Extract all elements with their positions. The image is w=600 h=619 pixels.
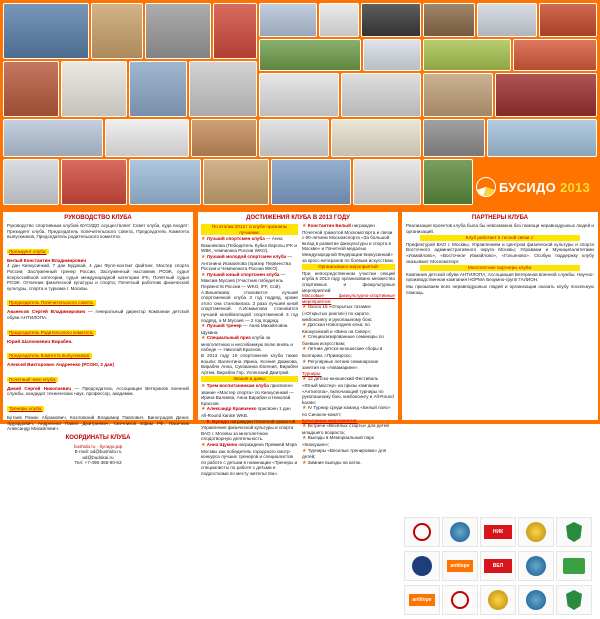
board-name: Аванесов Сергей Владимирович [7, 309, 86, 315]
board-desc: — генеральный директор Компании детской обуви АНТИЛОПА. [7, 309, 189, 320]
cult-1: ★ Встречи «Весёлых старты» для детей младшего возраста; [301, 423, 389, 435]
partner-logo-antilope-2[interactable] [404, 585, 440, 615]
partner-logo-vao[interactable] [404, 517, 440, 547]
star-icon: ★ [201, 406, 206, 413]
achievements-left [201, 223, 298, 477]
achievements-right [302, 223, 395, 477]
photo-30 [3, 159, 59, 205]
photo-24 [105, 119, 189, 157]
veteran-role: Почетный член клуба: [9, 376, 57, 382]
photo-8 [423, 3, 475, 37]
gov-sub: Клуб работает в тесной связи с: [420, 235, 580, 241]
partner-logo-11[interactable] [518, 585, 554, 615]
photo-15 [3, 61, 59, 117]
contacts-title: КООРДИНАТЫ КЛУБА [65, 434, 131, 441]
round-emblem-icon [451, 591, 469, 609]
events-sub: Массовые физкультурно-спортивные мероприятия: [301, 293, 395, 304]
leadership-title: РУКОВОДСТВО КЛУБА [64, 215, 132, 221]
contacts-email[interactable]: E-mail: ad@bushido.ru [74, 449, 122, 455]
cult-3: ★ Турниры «Веселые тренировки» для детей; [301, 447, 387, 460]
photo-35 [353, 159, 421, 205]
photo-29 [487, 119, 597, 157]
star-icon: ★ [301, 435, 307, 442]
events-intro: При непосредственном участии секций клуба в 2013 году организовано множество спортивных и физкультурных мероприятий: [301, 270, 395, 293]
achievements-title: ДОСТИЖЕНИЯ КЛУБА В 2013 ГОДУ [246, 215, 350, 221]
star-icon: ★ [201, 236, 206, 243]
star-icon: ★ [301, 334, 307, 341]
photo-11 [259, 39, 361, 71]
photo-6 [319, 3, 359, 37]
photo-1 [3, 3, 89, 59]
titles-header: Звания и даны: [201, 376, 298, 382]
partners-intro: Реализация проектов клуба была бы невозможна без помощи неравнодушных людей и организаций. [406, 223, 594, 234]
event-4: ★ Летние детско-юношеские сборы в Болгарии, г.Приморско; [301, 346, 383, 359]
photo-16 [61, 61, 127, 117]
star-icon: ★ [201, 323, 206, 330]
star-icon: ★ [301, 459, 307, 466]
star-icon: ★ [301, 358, 307, 365]
award-text: А.Вишнякова становится лучшей спортсменкой клуба 3 год подряд, кроме этого она становилась 3 раза лучшей юной спортсменкой. А.Исмаилова становится лучшей юной/молодой спортсменкой 3 год подряд, а М.Мусаев — 2 год подряд. [201, 289, 298, 323]
photo-32 [129, 159, 201, 205]
tours-sub: Турниры: [301, 370, 322, 376]
contacts-phone: Тел: +7-495-368-90-63 [74, 460, 122, 466]
star-icon: ★ [201, 383, 206, 390]
events-header: Организовано мероприятий: [302, 264, 395, 270]
bushido-logo [476, 175, 594, 199]
antilope-small-icon: antilope [409, 594, 435, 606]
thanks-text: Мы призываем всех неравнодушных людей и организации оказать клубу посильную помощь. [406, 283, 594, 295]
photo-5 [259, 3, 317, 37]
contacts-block [7, 444, 189, 466]
title-2: ★ Александр Кравченко присвоен 1 дан All-Round karate WKB. [201, 406, 291, 418]
photo-23 [3, 119, 103, 157]
antilope-logo-icon: antilope [447, 560, 473, 572]
photo-26 [259, 119, 329, 157]
partner-logo-12[interactable] [556, 585, 592, 615]
photo-12 [363, 39, 421, 71]
trainers-list: Бутаев Роман Абрамович, Козловский Владимир Павлович, Виноградов Денис Эдуардович, Андреенко Павел Дмитриевич, Свечников Ефим РФ, Пасичник Александр Михайлович. [7, 414, 189, 432]
shield-emblem-icon [566, 590, 582, 610]
title-3: ★ К. Бусидо награжден Почетной грамотой Управления физической культуры и спорта ВАО г. Москвы за многолетнюю плодотворную деятельность. [201, 418, 296, 442]
tour-1: ★ 12 детско-юношеский Фестиваль «Юный мастер» на призы компании «Антилопа», включающий турниры по рукопашному бою, кикбоксингу и All-Round karate; [301, 376, 394, 405]
cults-sub: Культурные мероприятия: [301, 417, 358, 423]
veteran-desc: — Председатель Ассоциации Ветеранов военной службы, кандидат технических наук, профессор, академик. [7, 385, 189, 397]
biz-sub: Многолетние партнеры клуба: [420, 265, 580, 271]
bushido-logo-text: БУСИДО 2013 [499, 179, 591, 195]
star-icon: ★ [301, 346, 307, 353]
star-icon: ★ [201, 418, 206, 425]
photo-33 [203, 159, 269, 205]
biz-list: Компания детской обуви АНТИЛОПА; Ассоциация Ветеранов военной службы; Научно-производственная компания НОРМА Безумно-групп ГАЛИОН. [406, 271, 594, 283]
partner-logos [404, 517, 594, 619]
photo-2 [91, 3, 143, 59]
parents-role: Председатель Родительского комитета: [9, 329, 94, 335]
partner-logo-nik[interactable] [480, 517, 516, 547]
partner-logo-9[interactable] [442, 585, 478, 615]
partner-logo-tk[interactable] [442, 517, 478, 547]
contacts-site[interactable]: bushido.ru · бусидо.рф [73, 443, 123, 449]
norma-shield-icon [566, 522, 582, 542]
photo-18 [189, 61, 257, 117]
tk-emblem-icon [450, 522, 470, 542]
partner-logo-rap[interactable] [404, 551, 440, 581]
tour-2: ★ IV Турнир среди команд «Белый пояс» по Синокэн-комлт; [301, 405, 391, 417]
photo-20 [341, 73, 421, 117]
photo-21 [423, 73, 493, 117]
winner-1: ★ Лучший спортсмен клуба — Анна Вишнякова (Победитель Кубка Европы IFK и WBK, чемпионка России WKO). [201, 236, 297, 254]
alumni-name: Алексей Викторович Андреенко (РСОЮ, 2 дан) [7, 362, 114, 368]
bushido-logo-icon [476, 177, 496, 197]
photo-3 [145, 3, 211, 59]
star-icon: ★ [201, 271, 206, 278]
best-trainer: ★ Лучший тренер — Анна Михайловна Щукина. [201, 323, 288, 335]
star-icon: ★ [201, 253, 206, 260]
partner-logo-antilope[interactable] [442, 551, 478, 581]
photo-31 [61, 159, 127, 205]
star-icon: ★ [301, 447, 307, 454]
photo-27 [331, 119, 421, 157]
photo-7 [361, 3, 421, 37]
veterans-emblem-icon [526, 522, 546, 542]
star-icon: ★ [301, 304, 307, 311]
winner-3: ★ Лучший юный спортсмен клуба — Максим Мусаев (Участник победитель Первенств России — WKO, IFF, Сой). [201, 271, 286, 289]
partner-logo-giz[interactable] [518, 551, 554, 581]
photo-14 [513, 39, 597, 71]
photo-19 [259, 73, 339, 117]
special-prize: ★ Специальный приз клуба за многолетнюю и несгибаемую волю вновь и победе — Николай Краснов. [201, 335, 293, 353]
giz-emblem-icon [526, 556, 546, 576]
partner-logo-vet[interactable] [518, 517, 554, 547]
partners-column [402, 212, 598, 420]
star-icon: ★ [301, 376, 307, 383]
star-icon: ★ [301, 322, 307, 329]
nik-logo-icon: НИК [484, 525, 512, 539]
partner-logo-norma[interactable] [556, 517, 592, 547]
event-3: ★ Специализированные семинары по боевым искусствам; [301, 334, 384, 346]
veteran-name: Дикий Сергей Николаевич [7, 385, 72, 391]
winner-2: ★ Лучший молодой спортсмен клуба — Антонина Исмаилова (призер Первенства России и Чемпионата России WKO). [201, 253, 293, 272]
gold-emblem-icon [488, 590, 508, 610]
photo-13 [423, 39, 511, 71]
cult-4: ★ Зимние выезды на каток. [301, 459, 362, 466]
blue-emblem-icon [526, 590, 546, 610]
trainers-role: Тренеры клуба: [9, 405, 43, 411]
event-2: ★ Датская Новогодняя елка: по Киокусинкай и «Вино на Сквер»; [301, 322, 372, 334]
info-panels [0, 208, 600, 603]
photo-4 [213, 3, 257, 59]
alumni-role: Председатель Комитета выпускников: [9, 353, 91, 359]
belyi-award: ★ Константин Белый награжден Почетной грамотой Москомспорта и связи с 90-летием Москомспорта «За большой вклад в развитие физкультуры и спорта в Москве» и Почетной медалью Международной Федерации Киокусинкай» за кросс-ветеранов по боевым искусствам. [301, 223, 394, 263]
photo-9 [477, 3, 537, 37]
rap-emblem-icon [412, 556, 432, 576]
leadership-intro: Руководство спортивным клубом БУСИДО осуществляет Совет клуба, куда входят: Президент клуба, Председатель попечительского совета, Председатель Комитета выпускников, Председатель родительского комитета. [7, 223, 189, 240]
winners-header: По итогам 2013 г в клубе признаны лучшими: [201, 224, 298, 235]
star-icon: ★ [301, 423, 307, 430]
star-icon: ★ [201, 335, 206, 342]
photo-36 [423, 159, 473, 205]
event-5: ★ Регулярные летние семинарские занятия на «Аквамарине». [301, 358, 379, 371]
photo-28 [423, 119, 485, 157]
leadership-column [3, 212, 193, 466]
photo-25 [191, 119, 257, 157]
star-icon: ★ [301, 405, 307, 412]
gov-list: Префектурой ВАО г. Москвы; Управлением и Центром физической культуры и спорта Восточного административного округа Москвы; Управами и Муниципалитетами «Измайлово», «Восточное Измайлово», «Гольяново». Особую поддержку клубу оказывают Москомспорт. [406, 241, 594, 264]
green-emblem-icon [563, 558, 585, 574]
title-1: ★ Трем воспитанникам клуба присвоено звание «Мастер спорта» по Киокусинкай — Ирина Валиева, Анна Вирабян и Николай Краснов. [201, 383, 294, 406]
photo-10 [539, 3, 597, 37]
contacts-email2[interactable]: ad@budokai.ru [82, 454, 114, 460]
cult-2: ★ Выезды в Мемориальный парк «Киокушин»; [301, 435, 374, 447]
vel-logo-icon: ВЕЛ [484, 559, 512, 573]
photo-17 [129, 61, 187, 117]
title-4: ★ Анна Щукина награждена Премией Мэра Москвы как победитель городского смотр-конкурса лучших тренеров и специалистов по работе с детьми в номинации «Тренеры и специалисты по работе с детьми и подростками по месту жительства». [201, 441, 298, 476]
best-sportsmen-text: В 2013 году 10 спортсменов клуба также вошли: Валентина Ирина, Ксения Дюжкова, Вирабян Анна, Сукованиа Евгения, Вирабян Артем, Вирабян Гор, Успенский Дмитрий. [201, 353, 298, 375]
photo-collage [0, 0, 600, 208]
photo-34 [271, 159, 351, 205]
president-role: Президент клуба: [9, 248, 47, 254]
president-name: Белый Константин Владимирович [7, 257, 87, 263]
event-1: ★ Около 15 «Открытых татами» («Открытых рингов») по карате, кикбоксингу и рукопашному бою; [301, 304, 373, 322]
president-desc: 4 дан Киокусинкай, 7 дан Будокай, 4 дан Фулл-контакт файтинг, Мастер спорта России; Заслуженный тренер России, Заслуженный наставник РОЭК, судья всероссийской категории, судья международной категории IFK, Почётный судья РОЭК. Отличник физической культуры и спорта; Почетный работник физической культуры, спорта и туризма г. Москвы. [7, 263, 189, 291]
partners-title: ПАРТНЕРЫ КЛУБА [471, 215, 529, 221]
board-role: Председатель Попечительского совета: [9, 300, 94, 306]
parents-name: Юрий Шалонкевич Вирабян. [7, 338, 73, 344]
star-icon: ★ [301, 223, 307, 229]
achievements-column [198, 212, 398, 476]
partner-logo-vel[interactable] [480, 551, 516, 581]
photo-22 [495, 73, 597, 117]
star-icon: ★ [201, 441, 206, 448]
partner-logo-10[interactable] [480, 585, 516, 615]
partner-logo-green[interactable] [556, 551, 592, 581]
vao-emblem-icon [413, 523, 431, 541]
